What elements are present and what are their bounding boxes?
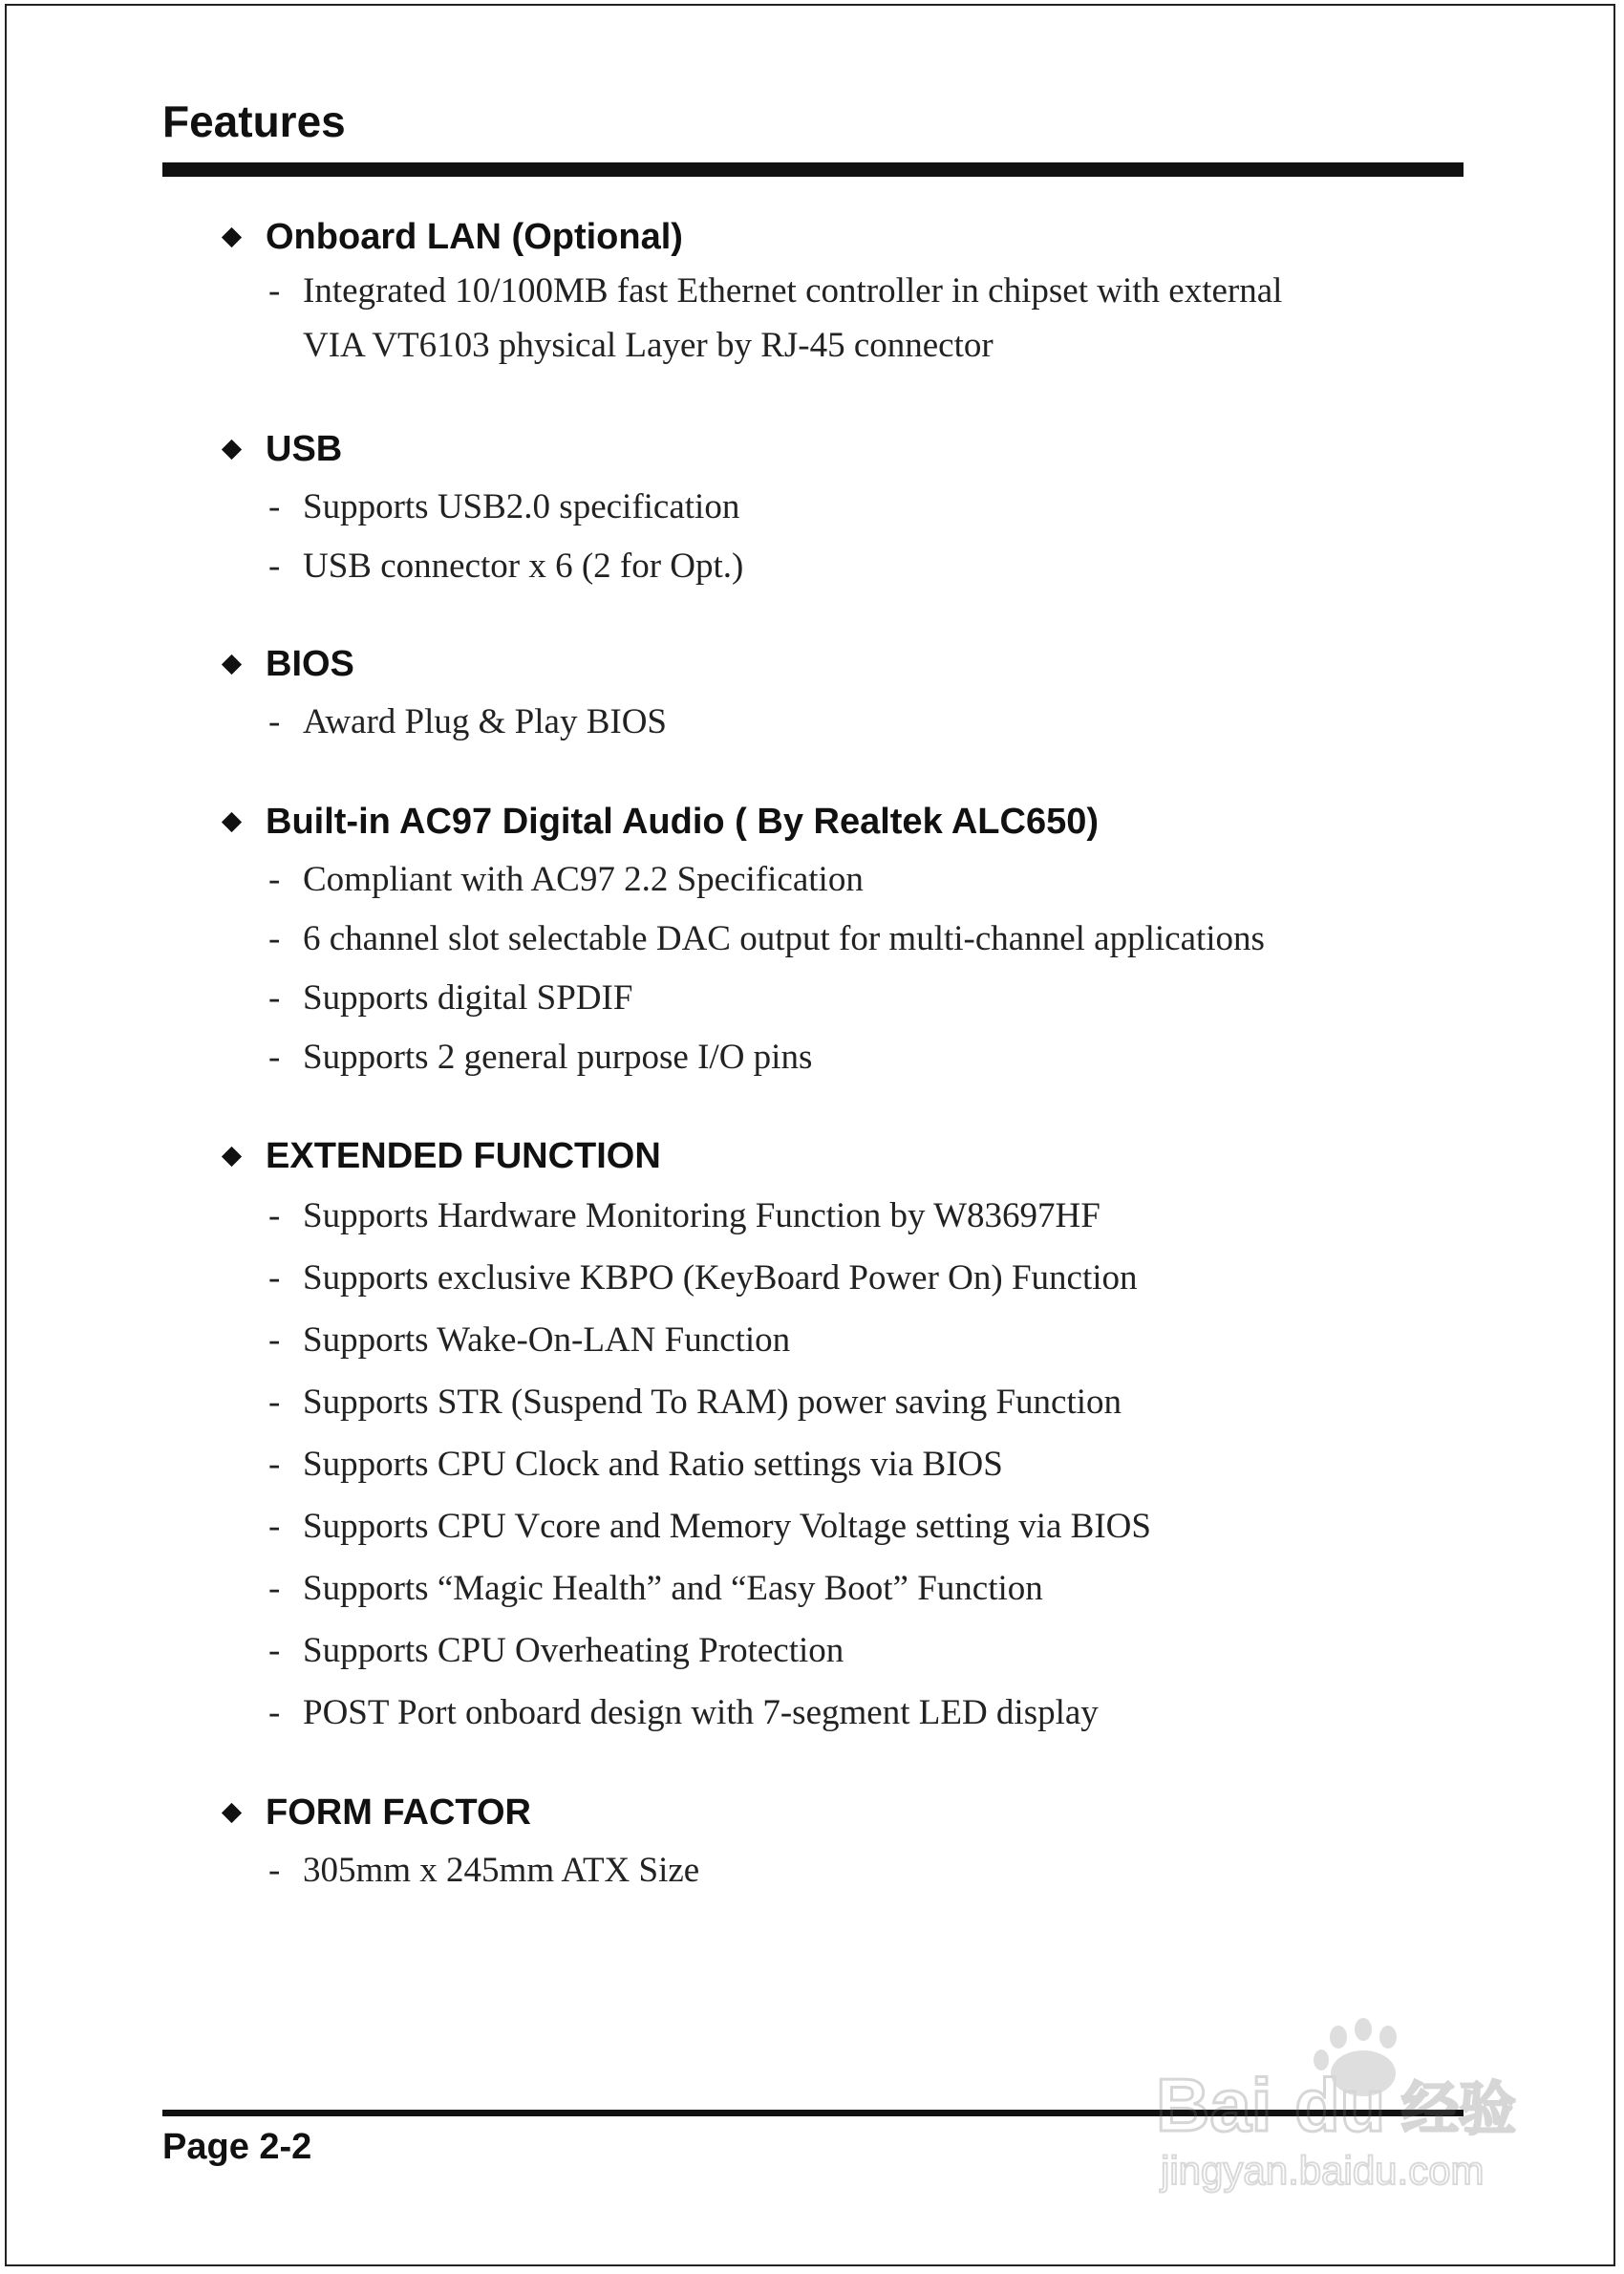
section-form-factor	[218, 1789, 1460, 1900]
footer-rule	[162, 2110, 1464, 2116]
section-audio	[218, 798, 1460, 1087]
list-item: - Supports USB2.0 specification	[268, 487, 740, 526]
list-item: - 305mm x 245mm ATX Size	[268, 1851, 700, 1890]
section-title: EXTENDED FUNCTION	[266, 1135, 661, 1176]
list-item: - Supports Hardware Monitoring Function by W83697HF	[268, 1196, 1100, 1235]
svg-text:jingyan.baidu.com: jingyan.baidu.com	[1161, 2148, 1485, 2193]
header-rule	[162, 162, 1464, 177]
diamond-bullet-icon	[222, 654, 242, 674]
list-item: - POST Port onboard design with 7-segment LED display	[268, 1693, 1099, 1732]
list-item: - Supports CPU Vcore and Memory Voltage setting via BIOS	[268, 1507, 1151, 1546]
page-number: Page 2-2	[162, 2127, 312, 2167]
list-item: - Award Plug & Play BIOS	[268, 702, 668, 741]
svg-text:Bai: Bai	[1156, 2063, 1272, 2147]
list-item: - Supports STR (Suspend To RAM) power saving Function	[268, 1383, 1122, 1422]
section-extended-function	[218, 1132, 1460, 1744]
section-bios	[218, 640, 1460, 752]
diamond-bullet-icon	[222, 226, 242, 247]
list-item: - 6 channel slot selectable DAC output for multi-channel applications	[268, 919, 1265, 958]
page-title: Features	[162, 97, 346, 146]
diamond-bullet-icon	[222, 439, 242, 459]
list-item: - Supports CPU Clock and Ratio settings via BIOS	[268, 1445, 1003, 1484]
list-item: - Supports exclusive KBPO (KeyBoard Power On) Function	[268, 1258, 1138, 1298]
section-onboard-lan	[218, 213, 1460, 373]
list-item: - Supports digital SPDIF	[268, 978, 633, 1018]
list-item: - Supports 2 general purpose I/O pins	[268, 1038, 813, 1077]
svg-text:du: du	[1294, 2063, 1386, 2147]
list-item: - Integrated 10/100MB fast Ethernet controller in chipset with external	[268, 271, 1283, 311]
svg-text:经验: 经验	[1401, 2076, 1516, 2143]
section-usb	[218, 425, 1460, 596]
list-item: - Supports CPU Overheating Protection	[268, 1631, 844, 1670]
list-item: - Compliant with AC97 2.2 Specification	[268, 860, 864, 899]
diamond-bullet-icon	[222, 1146, 242, 1166]
section-title: USB	[266, 428, 343, 469]
section-title: Onboard LAN (Optional)	[266, 216, 683, 257]
section-title: BIOS	[266, 643, 354, 684]
section-title: Built-in AC97 Digital Audio ( By Realtek ALC650)	[266, 801, 1099, 842]
list-item: - USB connector x 6 (2 for Opt.)	[268, 547, 744, 586]
diamond-bullet-icon	[222, 811, 242, 831]
list-item: - Supports Wake-On-LAN Function	[268, 1320, 791, 1360]
list-item: - Supports “Magic Health” and “Easy Boot” Function	[268, 1569, 1043, 1608]
list-item: VIA VT6103 physical Layer by RJ-45 connector	[303, 326, 994, 365]
section-title: FORM FACTOR	[266, 1791, 531, 1833]
diamond-bullet-icon	[222, 1802, 242, 1822]
